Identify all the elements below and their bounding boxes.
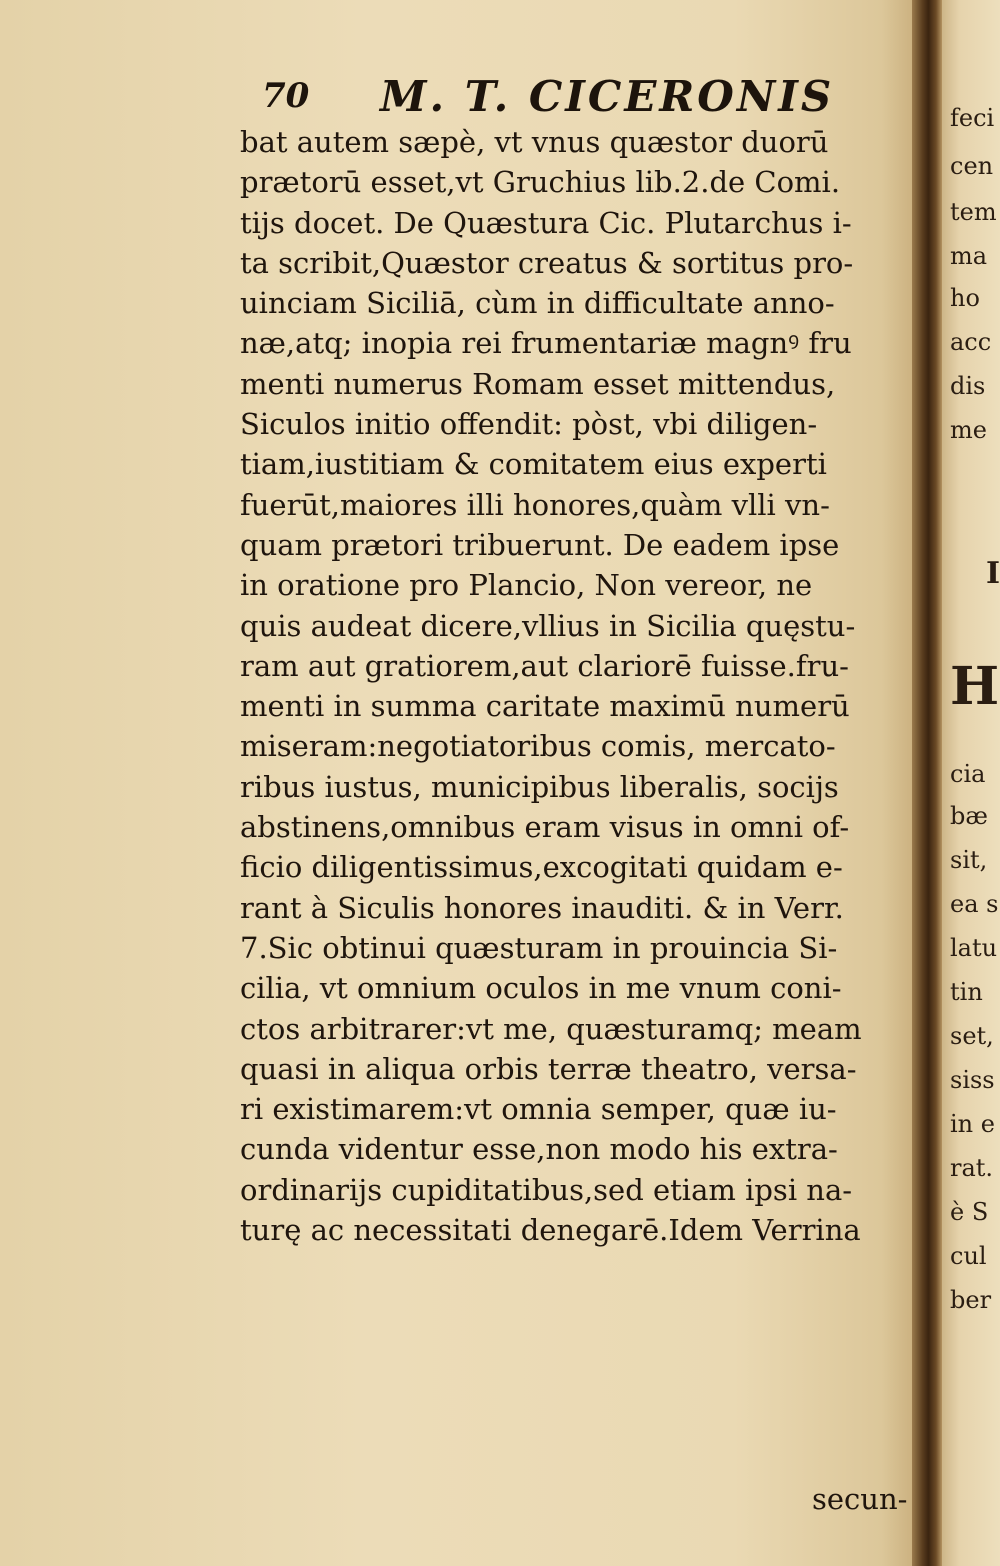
- text-line: menti numerus Romam esset mittendus,: [240, 366, 836, 401]
- fragment-text: cen: [950, 152, 994, 180]
- text-line: ficio diligentissimus,excogitati quidam e-: [240, 850, 843, 885]
- text-line: rant à Siculis honores inauditi. & in Verr.: [240, 890, 844, 925]
- text-line: bat autem sæpè, vt vnus quæstor duorū: [240, 125, 829, 159]
- text-line: tijs docet. De Quæstura Cic. Plutarchus i-: [240, 205, 852, 240]
- fragment-text: latu: [950, 934, 998, 962]
- fragment-text: feci: [950, 104, 995, 132]
- fragment-text: ea s: [950, 890, 999, 918]
- text-line: quam prætori tribuerunt. De eadem ipse: [240, 527, 840, 562]
- page-header: [262, 72, 835, 122]
- fragment-text: rat.: [950, 1154, 994, 1182]
- fragment-text: tem: [950, 198, 997, 226]
- text-line: quis audeat dicere,vllius in Sicilia quęstu-: [240, 608, 856, 643]
- fragment-text: tin: [950, 978, 983, 1006]
- text-line: ordinarijs cupiditatibus,sed etiam ipsi na-: [240, 1172, 853, 1207]
- text-line: quasi in aliqua orbis terræ theatro, versa-: [240, 1051, 857, 1086]
- running-head: M. T. CICERONIS: [380, 72, 835, 121]
- fragment-text: cul: [950, 1242, 987, 1270]
- fragment-text: sit,: [950, 846, 988, 874]
- text-line: abstinens,omnibus eram visus in omni of-: [240, 810, 850, 845]
- text-line: næ,atq; inopia rei frumentariæ magnꝰ fru: [240, 326, 852, 361]
- text-line: Siculos initio offendit: pòst, vbi diligen-: [240, 407, 818, 442]
- text-line: uinciam Siciliā, cùm in difficultate anno-: [240, 286, 835, 321]
- fragment-text: bæ: [950, 802, 988, 830]
- text-line: ta scribit,Quæstor creatus & sortitus pro-: [240, 245, 854, 280]
- fragment-text: in e: [950, 1110, 995, 1138]
- text-line: ri existimarem:vt omnia semper, quæ iu-: [240, 1092, 837, 1127]
- fragment-text: acc: [950, 328, 992, 356]
- text-line: ribus iustus, municipibus liberalis, socijs: [240, 769, 839, 804]
- fragment-text: cia: [950, 760, 986, 788]
- fragment-text: ma: [950, 242, 988, 270]
- text-line: ctos arbitrarer:vt me, quæsturamq; meam: [240, 1011, 862, 1046]
- text-line: cunda videntur esse,non modo his extra-: [240, 1132, 838, 1167]
- text-line: in oratione pro Plancio, Non vereor, ne: [240, 568, 813, 603]
- fragment-text: me: [950, 416, 987, 444]
- fragment-text: set,: [950, 1022, 994, 1050]
- fragment-text: siss: [950, 1066, 995, 1094]
- drop-cap-fragment: H: [950, 656, 1000, 717]
- text-line: miseram:negotiatoribus comis, mercato-: [240, 729, 836, 764]
- page-number: 70: [262, 76, 310, 116]
- text-line: ram aut gratiorem,aut clariorē fuisse.fru-: [240, 648, 849, 683]
- book-gutter: [912, 0, 942, 1566]
- fragment-text: I: [986, 556, 1000, 591]
- fragment-text: è S: [950, 1198, 989, 1226]
- text-line: turę ac necessitati denegarē.Idem Verrina: [240, 1213, 861, 1248]
- catchword: secun-: [812, 1482, 908, 1516]
- fragment-text: dis: [950, 372, 986, 400]
- text-line: tiam,iustitiam & comitatem eius experti: [240, 447, 827, 482]
- fragment-text: ber: [950, 1286, 992, 1314]
- text-line: 7.Sic obtinui quæsturam in prouincia Si-: [240, 930, 838, 965]
- text-line: prætorū esset,vt Gruchius lib.2.de Comi.: [240, 165, 841, 200]
- text-line: cilia, vt omnium oculos in me vnum coni-: [240, 971, 842, 1006]
- text-line: fuerūt,maiores illi honores,quàm vlli vn-: [240, 487, 830, 522]
- body-text: [240, 122, 910, 1250]
- text-line: menti in summa caritate maximū numerū: [240, 689, 850, 724]
- fragment-text: ho: [950, 284, 980, 312]
